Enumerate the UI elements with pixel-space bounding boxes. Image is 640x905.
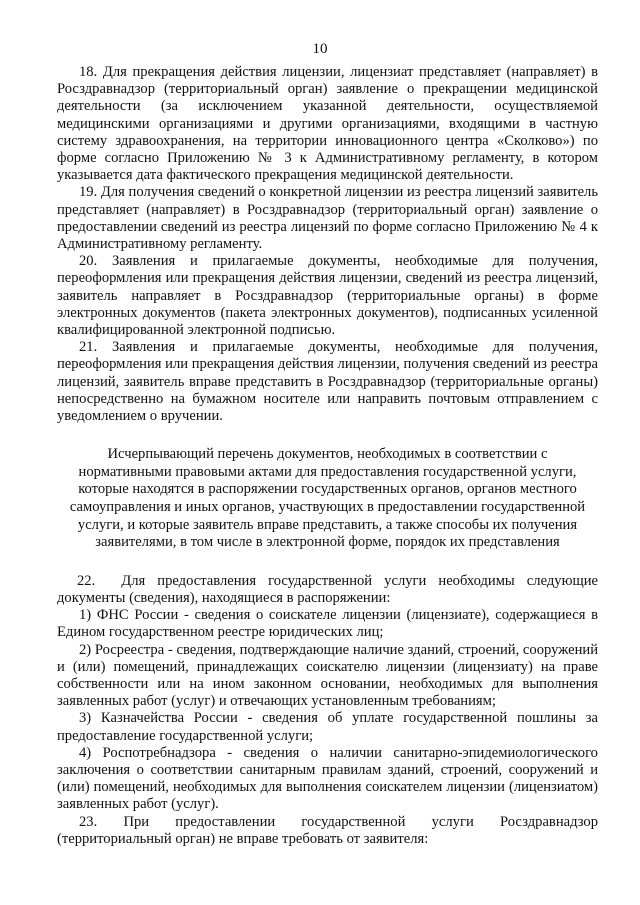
- list-item-text: ФНС России - сведения о соискателе лицензии (лицензиате), содержащиеся в Едином государственном реестре юридических лиц;: [57, 607, 598, 641]
- paragraph-22: [57, 573, 598, 607]
- document-body: [57, 64, 598, 848]
- paragraph-21: 21. Заявления и прилагаемые документы, необходимые для получения, переоформления или прекращения действия лицензии, получения сведений из реестра лицензий, заявитель вправе представить в Росздравнадзор (территориальные органы) непосредственно на бумажном носителе или направить почтовым отправлением с уведомлением о вручении.: [57, 339, 598, 425]
- paragraph-19: 19. Для получения сведений о конкретной лицензии из реестра лицензий заявитель представляет (направляет) в Росздравнадзор (территориальный орган) заявление о предоставлении сведений из реестра лицензий по форме согласно Приложению № 4 к Административному регламенту.: [57, 184, 598, 253]
- list-item-text: Росреестра - сведения, подтверждающие наличие зданий, строений, сооружений и (или) помещений, принадлежащих соискателю лицензии (лицензиату) на праве собственности или на ином законном основании, необходимых для выполнения заявленных работ (услуг) и отвечающих установленным требованиям;: [57, 641, 599, 710]
- page-number: 10: [312, 41, 328, 57]
- list-item-3: [57, 710, 598, 744]
- list-item-text: Роспотребнадзора - сведения о наличии санитарно-эпидемиологического заключения о соответствии санитарным правилам зданий, строений, сооружений и (или) помещений, необходимых для выполнения соискателем лицензии (лицензиатом) заявленных работ (услуг).: [57, 744, 598, 813]
- list-item-2: [57, 642, 598, 711]
- list-item-number: 1): [79, 607, 92, 624]
- paragraph-22-number: 22.: [77, 572, 96, 589]
- list-item-number: 4): [79, 744, 92, 761]
- list-item-text: Казначейства России - сведения об уплате государственной пошлины за предоставление государственной услуги;: [57, 710, 598, 744]
- section-heading: Исчерпывающий перечень документов, необходимых в соответствии с нормативными правовыми актами для предоставления государственной услуги, которые находятся в распоряжении государственных органов, органов местного самоуправления и иных органов, участвующих в предоставлении государственной услуги, и которые заявитель вправе представить, а также способы их получения заявителями, в том числе в электронной форме, порядок их представления: [69, 446, 586, 551]
- paragraph-18: 18. Для прекращения действия лицензии, лицензиат представляет (направляет) в Росздравнадзор (территориальный орган) заявление о прекращении медицинской деятельности (за исключением указанной деятельности, осуществляемой медицинскими организациями и другими организациями, входящими в частную систему здравоохранения, на территории инновационного центра «Сколково») по форме согласно Приложению № 3 к Административному регламенту, в котором указывается дата фактического прекращения медицинской деятельности.: [57, 64, 598, 184]
- paragraph-22-text: Для предоставления государственной услуги необходимы следующие документы (сведения), находящиеся в распоряжении:: [57, 572, 598, 607]
- list-item-1: [57, 607, 598, 641]
- list-item-number: 2): [79, 641, 92, 658]
- paragraph-20: 20. Заявления и прилагаемые документы, необходимые для получения, переоформления или прекращения действия лицензии, сведений из реестра лицензий, заявитель направляет в Росздравнадзор (территориальные органы) в форме электронных документов (пакета электронных документов), подписанных усиленной квалифицированной электронной подписью.: [57, 253, 598, 339]
- list-item-number: 3): [79, 710, 92, 727]
- list-item-4: [57, 745, 598, 814]
- paragraph-23: 23. При предоставлении государственной услуги Росздравнадзор (территориальный орган) не вправе требовать от заявителя:: [57, 813, 598, 847]
